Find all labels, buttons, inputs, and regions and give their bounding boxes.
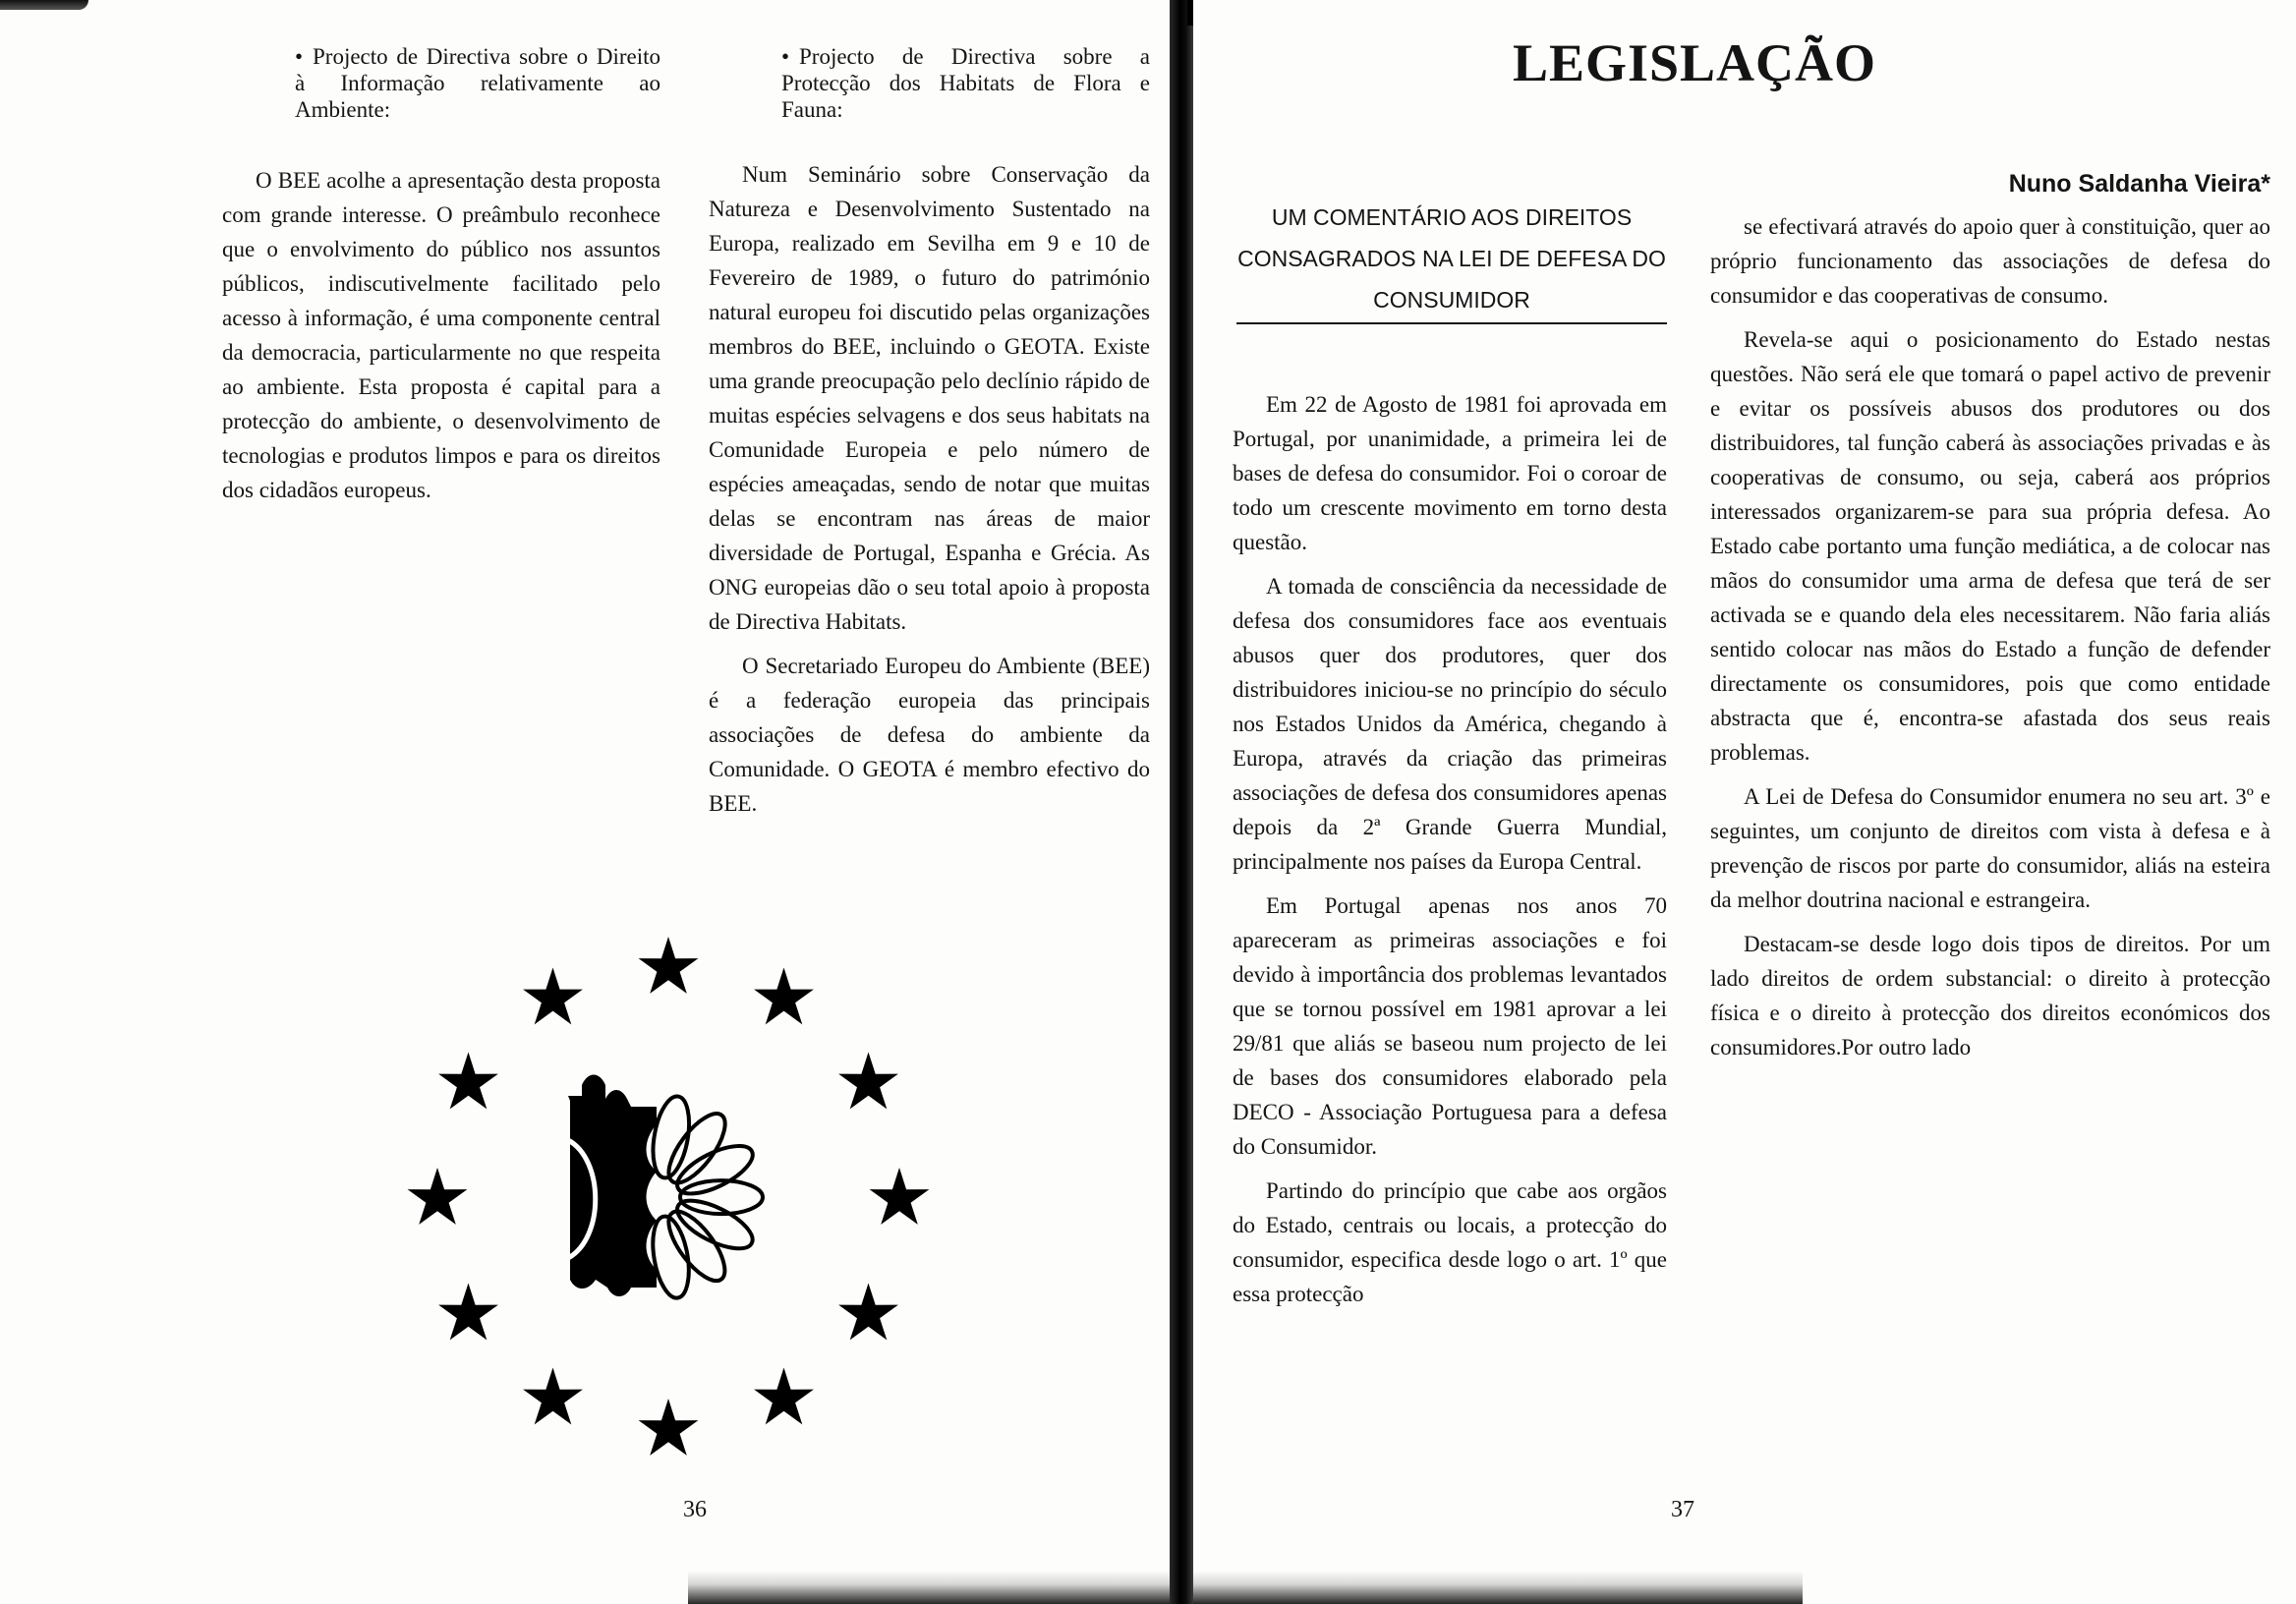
logo-dark-half	[568, 1075, 657, 1297]
petal-shape	[670, 1191, 759, 1258]
paragraph: A Lei de Defesa do Consumidor enumera no seu art. 3º e seguintes, um conjunto de direitos com vista à defesa e à prevenção de riscos por parte do consumidor, aliás na esteira da melhor doutrina nacional e estrangeira.	[1710, 784, 2270, 912]
star-icon	[870, 1168, 930, 1225]
page-number-left: 36	[683, 1497, 707, 1522]
bullet-icon: •	[295, 44, 304, 69]
right-page	[1193, 0, 2296, 1604]
right-column-2	[1710, 209, 2270, 1074]
star-icon	[639, 937, 699, 994]
heading-habitats-directive	[781, 43, 1150, 123]
paragraph: Destacam-se desde logo dois tipos de direitos. Por um lado direitos de ordem substancial: o direito à protecção física e o direito à protecção dos direitos económicos dos consumidores.Por outro lado	[1710, 932, 2270, 1060]
star-icon	[838, 1284, 898, 1341]
bullet-icon: •	[781, 44, 790, 69]
corner-mark	[0, 0, 88, 10]
paragraph: Em Portugal apenas nos anos 70 apareceram as primeiras associações e foi devido à importância dos problemas levantados que se tornou possível em 1981 aprovar a lei 29/81 que aliás se baseou num projecto de lei de bases dos consumidores elaborado pela DECO - Associação Portuguesa para a defesa do Consumidor.	[1233, 893, 1667, 1159]
star-icon	[408, 1168, 468, 1225]
star-icon	[639, 1399, 699, 1456]
paragraph: O Secretariado Europeu do Ambiente (BEE) é a federação europeia das principais associações de defesa do ambiente da Comunidade. O GEOTA é membro efectivo do BEE.	[709, 654, 1150, 816]
article-title	[1236, 197, 1667, 324]
page-shadow-right	[1193, 1571, 1803, 1604]
star-icon	[438, 1053, 498, 1110]
paragraph: O BEE acolhe a apresentação desta proposta com grande interesse. O preâmbulo reconhece que o envolvimento do público nos assuntos públicos, indiscutivelmente facilitado pelo acesso à informação, é uma componente central da democracia, particularmente no que respeita ao ambiente. Esta proposta é capital para a protecção do ambiente, o desenvolvimento de tecnologias e produtos limpos e para os direitos dos cidadãos europeus.	[222, 168, 660, 502]
paragraph: Num Seminário sobre Conservação da Natureza e Desenvolvimento Sustentado na Europa, realizado em Sevilha em 9 e 10 de Fevereiro de 1989, o futuro do património natural europeu foi discutido pelas organizações membros do BEE, incluindo o GEOTA. Existe uma grande preocupação pelo declínio rápido de muitas espécies selvagens e dos seus habitats na Comunidade Europeia e pelo número de espécies ameaçadas, sendo de notar que muitas delas se encontram nas áreas de maior diversidade de Portugal, Espanha e Grécia. As ONG europeias dão o seu total apoio à proposta de Directiva Habitats.	[709, 162, 1150, 634]
paragraph: A tomada de consciência da necessidade de defesa dos consumidores face aos eventuais abusos quer dos produtores, quer dos distribuidores iniciou-se no princípio do século nos Estados Unidos da América, chegando à Europa, através da criação das primeiras associações de defesa dos consumidores apenas depois da 2ª Grande Guerra Mundial, principalmente nos países da Europa Central.	[1233, 574, 1667, 874]
star-icon	[523, 1368, 583, 1425]
book-gutter	[1170, 0, 1193, 1604]
eeb-logo-icon	[403, 914, 934, 1464]
title-underline	[1236, 322, 1667, 324]
page-number-right: 37	[1671, 1497, 1694, 1522]
petal-shape	[670, 1136, 759, 1203]
author-name: Nuno Saldanha Vieira*	[2008, 170, 2270, 198]
heading-right-to-information	[295, 43, 660, 123]
paragraph: Partindo do princípio que cabe aos orgãos do Estado, centrais ou locais, a protecção do consumidor, especifica desde logo o art. 1º que essa protecção	[1233, 1178, 1667, 1306]
right-column-1	[1233, 387, 1667, 1321]
page-shadow-left	[688, 1571, 1170, 1604]
star-icon	[523, 968, 583, 1025]
paragraph: Revela-se aqui o posicionamento do Estado nestas questões. Não será ele que tomará o papel activo de prevenir e evitar os possíveis abusos dos produtores ou dos distribuidores, tal função caberá às associações privadas e às cooperativas de consumo, ou seja, caberá aos próprios interessados organizarem-se para sua própria defesa. Ao Estado cabe portanto uma função mediática, a de colocar nas mãos do consumidor uma arma de defesa que terá de ser activada se e quando dela eles necessitarem. Não faria aliás sentido colocar nas mãos do Estado a função de defender directamente os consumidores, pois que como entidade abstracta que é, encontra-se afastada dos seus reais problemas.	[1710, 327, 2270, 765]
heading-text: Projecto de Directiva sobre a Protecção dos Habitats de Flora e Fauna:	[781, 44, 1150, 122]
star-icon	[754, 968, 814, 1025]
logo-petals	[648, 1094, 763, 1301]
star-icon	[754, 1368, 814, 1425]
star-icon	[438, 1284, 498, 1341]
article-title-text: UM COMENTÁRIO AOS DIREITOS CONSAGRADOS NA LEI DE DEFESA DO CONSUMIDOR	[1237, 204, 1666, 313]
left-column-2	[709, 157, 1150, 831]
star-ring	[408, 937, 930, 1456]
heading-text: Projecto de Directiva sobre o Direito à Informação relativamente ao Ambiente:	[295, 44, 660, 122]
section-title: LEGISLAÇÃO	[1512, 33, 1877, 92]
paragraph: se efectivará através do apoio quer à constituição, quer ao próprio funcionamento das associações de defesa do consumidor e das cooperativas de consumo.	[1710, 214, 2270, 308]
left-column-1	[222, 163, 660, 517]
paragraph: Em 22 de Agosto de 1981 foi aprovada em Portugal, por unanimidade, a primeira lei de bases de defesa do consumidor. Foi o coroar de todo um crescente movimento em torno desta questão.	[1233, 392, 1667, 554]
star-icon	[838, 1053, 898, 1110]
